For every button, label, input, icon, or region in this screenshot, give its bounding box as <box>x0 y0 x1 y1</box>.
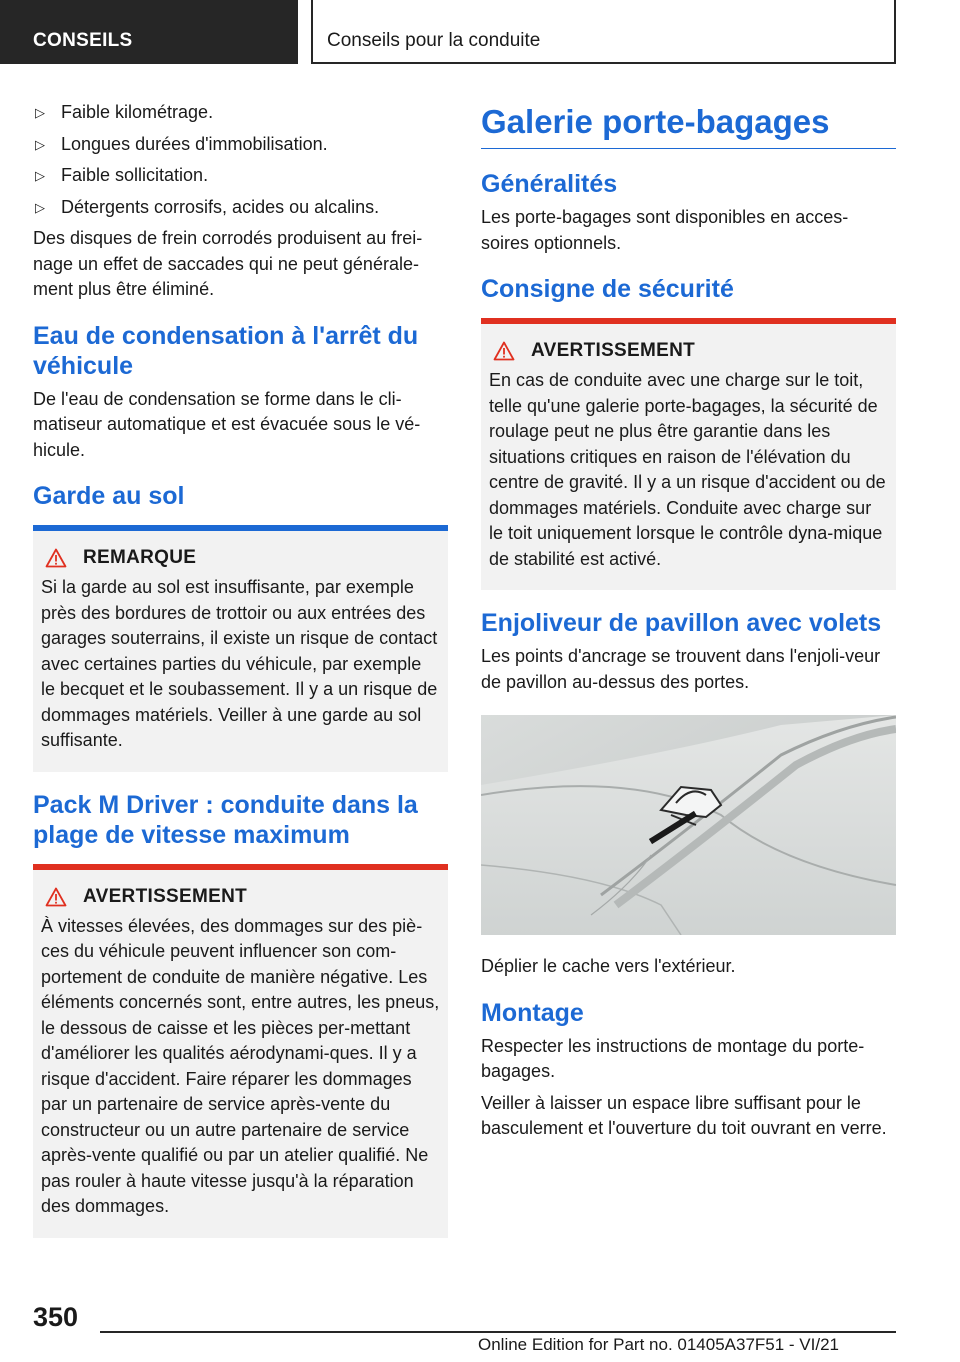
left-column <box>33 100 448 1256</box>
header-chapter-label: Conseils pour la conduite <box>327 30 541 51</box>
warning-text: À vitesses élevées, des dommages sur des piè-ces du véhicule peuvent influencer son com-portement de conduite de manière négative. Les éléments concernés sont, entre autres, les pneus, le dessous de caisse et les pièces per-mettant d'améliorer les qualités aérodynami-ques. Il y a risque d'accident. Faire réparer les dommages par un partenaire de service après-vente du constructeur ou un autre partenaire de service après-vente qualifié ou par un atelier qualifié. Ne pas rouler à haute vitesse jusqu'à la réparation des dommages. <box>41 915 440 1216</box>
warning-title: AVERTISSEMENT <box>83 885 248 907</box>
photo-caption: Déplier le cache vers l'extérieur. <box>481 956 736 976</box>
warning-triangle-icon <box>45 887 67 907</box>
warning-triangle-icon <box>45 548 67 568</box>
triangle-bullet-icon: ▷ <box>35 168 45 183</box>
header-section-tab <box>0 0 298 64</box>
ground-clearance-heading: Garde au sol <box>33 482 185 510</box>
page-number: 350 <box>33 1302 79 1332</box>
list-item: ▷ Longues durées d'immobilisation. <box>33 132 448 158</box>
condensation-heading: Eau de condensation à l'arrêt du véhicule <box>33 321 419 380</box>
page-title: Galerie porte-bagages <box>481 100 896 149</box>
list-item: ▷ Faible sollicitation. <box>33 163 448 189</box>
list-item: ▷ Faible kilométrage. <box>33 100 448 126</box>
header-section-label: CONSEILS <box>33 30 133 51</box>
right-column <box>481 100 896 1148</box>
montage-paragraph-2: Veiller à laisser un espace libre suffisant pour le basculement et l'ouverture du toit ouvrant en verre. <box>481 1092 887 1138</box>
enjoliveur-paragraph: Les points d'ancrage se trouvent dans l'enjoli-veur de pavillon au-dessus des portes. <box>481 646 881 692</box>
warning-triangle-icon <box>493 341 515 361</box>
enjoliveur-heading: Enjoliveur de pavillon avec volets <box>481 609 882 637</box>
bullet-list <box>33 100 448 220</box>
brake-disc-paragraph: Des disques de frein corrodés produisent au frei-nage un effet de saccades qui ne peut générale-ment plus être éliminé. <box>33 228 423 299</box>
warning-title: AVERTISSEMENT <box>531 340 696 361</box>
generalites-heading: Généralités <box>481 170 618 198</box>
triangle-bullet-icon: ▷ <box>35 199 45 215</box>
roof-load-warning-box <box>481 318 896 590</box>
footer-divider <box>100 1331 896 1333</box>
generalites-paragraph: Les porte-bagages sont disponibles en acces-soires optionnels. <box>481 207 849 253</box>
condensation-paragraph: De l'eau de condensation se forme dans le cli-matiseur automatique et est évacuée sous le vé-hicule. <box>33 388 421 460</box>
triangle-bullet-icon: ▷ <box>35 105 45 120</box>
consigne-heading: Consigne de sécurité <box>481 275 734 303</box>
montage-paragraph-1: Respecter les instructions de montage du porte-bagages. <box>481 1035 865 1081</box>
list-item: ▷ Détergents corrosifs, acides ou alcalins. <box>33 195 448 221</box>
remarque-title: REMARQUE <box>83 547 197 568</box>
speed-warning-box <box>33 864 448 1238</box>
footer-edition: Online Edition for Part no. 01405A37F51 - VI/21 <box>478 1335 840 1354</box>
remarque-box <box>33 525 448 772</box>
pack-m-driver-heading: Pack M Driver : conduite dans la plage de vitesse maximum <box>33 790 418 849</box>
remarque-text: Si la garde au sol est insuffisante, par exemple près des bordures de trottoir ou aux entrées des garages souterrains, il existe un risque de contact avec certaines parties du véhicule, par exemple le becquet et le soubassement. Il y a un risque de dommages matériels. Veiller à une garde au sol suffisante. <box>41 577 438 750</box>
warning-text: En cas de conduite avec une charge sur le toit, telle qu'une galerie porte-bagages, la sécurité de roulage peut ne plus être garantie dans les situations critiques en raison de l'élévation du centre de gravité. Il y a un risque d'accident ou de dommages matériels. Conduite avec charge sur le toit uniquement lorsque le contrôle dyna-mique de stabilité est activé. <box>489 370 886 569</box>
triangle-bullet-icon: ▷ <box>35 136 45 152</box>
header-chapter-box <box>311 0 896 64</box>
roof-trim-photo <box>481 715 896 935</box>
montage-heading: Montage <box>481 998 584 1027</box>
